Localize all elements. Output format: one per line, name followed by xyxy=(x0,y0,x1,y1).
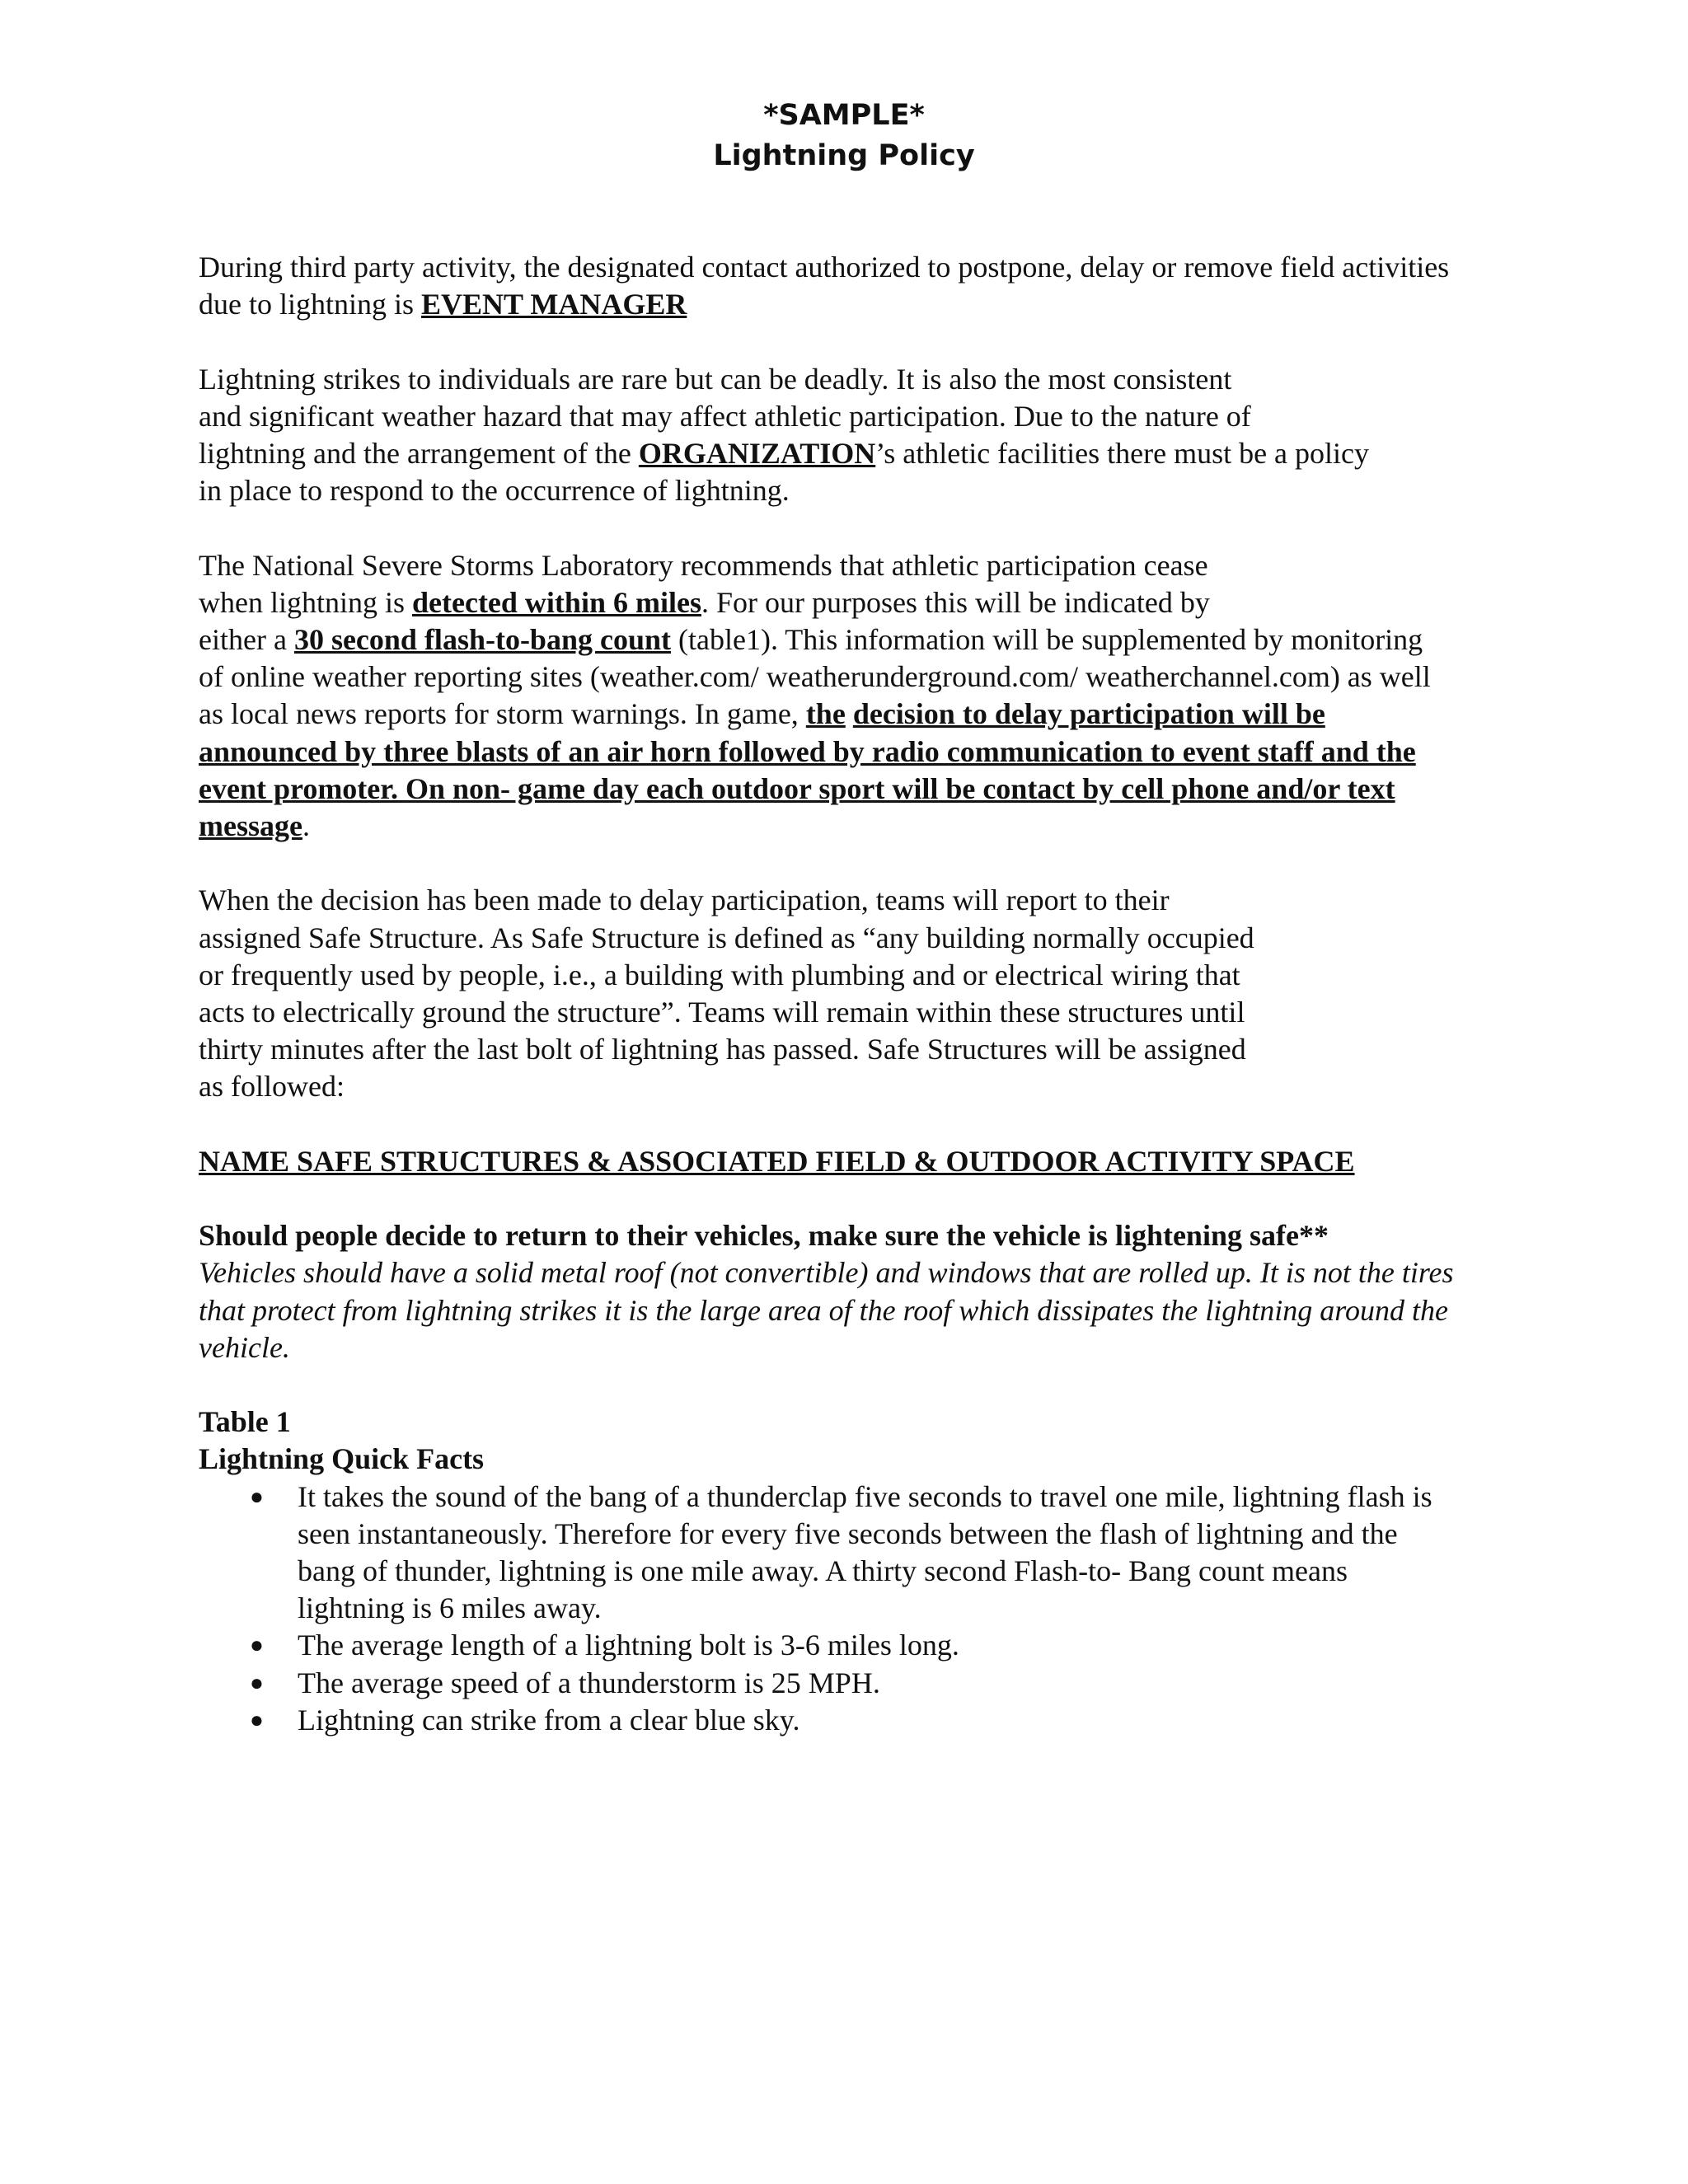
text-line-italic: that protect from lightning strikes it is the large area of the roof which dissipates the lightning around the xyxy=(199,1293,1448,1327)
paragraph-nssl-recommendation xyxy=(199,547,1517,846)
text-line: The average length of a lightning bolt is 3-6 miles long. xyxy=(298,1629,959,1662)
text-line: assigned Safe Structure. As Safe Structure is defined as “any building normally occupied xyxy=(199,921,1254,954)
text-line xyxy=(199,286,1517,323)
text-line: It takes the sound of the bang of a thunderclap five seconds to travel one mile, lightning flash is xyxy=(298,1479,1432,1513)
text-line: Lightning can strike from a clear blue sky. xyxy=(298,1703,800,1736)
text-line: seen instantaneously. Therefore for every five seconds between the flash of lightning and the xyxy=(298,1516,1398,1550)
text-line: During third party activity, the designated contact authorized to postpone, delay or remove field activities xyxy=(199,251,1450,284)
text-run: (table1). This information will be supplemented by monitoring xyxy=(671,623,1423,656)
list-item xyxy=(199,1479,1517,1628)
heading-text: NAME SAFE STRUCTURES & ASSOCIATED FIELD & OUTDOOR ACTIVITY SPACE xyxy=(199,1144,1355,1178)
paragraph-designated-contact xyxy=(199,249,1517,323)
paragraph-gap xyxy=(199,323,1517,360)
emphasis-run: the xyxy=(805,697,846,731)
paragraph-lightning-hazard xyxy=(199,361,1517,510)
paragraph-gap xyxy=(199,1366,1517,1404)
text-line xyxy=(199,696,1517,733)
quick-facts-list xyxy=(199,1479,1517,1739)
text-run: as local news reports for storm warnings. In game, xyxy=(199,697,806,731)
text-run: either a xyxy=(199,623,294,656)
bullet-icon: ● xyxy=(250,1633,264,1659)
title-sample: *SAMPLE* xyxy=(763,99,925,132)
table-title: Lightning Quick Facts xyxy=(199,1442,485,1476)
emphasis-run: message xyxy=(199,809,302,843)
text-line: in place to respond to the occurrence of lightning. xyxy=(199,474,790,508)
text-line: The average speed of a thunderstorm is 25 MPH. xyxy=(298,1666,880,1699)
text-line-emphasis: event promoter. On non- game day each outdoor sport will be contact by cell phone and/or text xyxy=(199,771,1395,805)
paragraph-gap xyxy=(199,509,1517,546)
document-title xyxy=(0,96,1688,176)
text-line: When the decision has been made to delay participation, teams will report to their xyxy=(199,883,1170,917)
text-line: thirty minutes after the last bolt of lightning has passed. Safe Structures will be assigned xyxy=(199,1033,1246,1066)
paragraph-gap xyxy=(199,845,1517,882)
document-body xyxy=(199,249,1517,1739)
text-line: Lightning strikes to individuals are rare but can be deadly. It is also the most consistent xyxy=(199,362,1232,396)
bullet-icon: ● xyxy=(250,1670,264,1696)
text-run: due to lightning is xyxy=(199,288,421,321)
text-line xyxy=(199,621,1517,658)
paragraph-gap xyxy=(199,1180,1517,1217)
text-line xyxy=(199,808,1517,845)
text-run: . For our purposes this will be indicated by xyxy=(701,585,1210,619)
paragraph-safe-structure xyxy=(199,882,1517,1105)
text-line: of online weather reporting sites (weather.com/ weatherunderground.com/ weatherchannel.com) as well xyxy=(199,660,1431,694)
detection-distance-term: detected within 6 miles xyxy=(412,585,701,619)
text-line-emphasis: announced by three blasts of an air horn followed by radio communication to event staff and the xyxy=(199,734,1416,768)
text-line: bang of thunder, lightning is one mile away. A thirty second Flash-to- Bang count means xyxy=(298,1554,1348,1588)
list-item xyxy=(199,1665,1517,1702)
list-item xyxy=(199,1702,1517,1739)
table1-heading xyxy=(199,1404,1517,1478)
text-line-italic: Vehicles should have a solid metal roof (not convertible) and windows that are rolled up. It is not the tires xyxy=(199,1256,1454,1290)
text-run: . xyxy=(302,809,310,843)
text-run: lightning and the arrangement of the xyxy=(199,437,639,470)
text-line: lightning is 6 miles away. xyxy=(298,1591,602,1625)
text-line: as followed: xyxy=(199,1070,345,1104)
emphasis-run: decision to delay participation will be xyxy=(852,697,1325,731)
table-label: Table 1 xyxy=(199,1405,291,1439)
text-run: ’s athletic facilities there must be a policy xyxy=(875,437,1370,470)
text-line: or frequently used by people, i.e., a building with plumbing and or electrical wiring that xyxy=(199,958,1240,991)
text-line: The National Severe Storms Laboratory recommends that athletic participation cease xyxy=(199,548,1208,582)
title-lightning-policy: Lightning Policy xyxy=(713,139,975,172)
paragraph-vehicle-safety xyxy=(199,1217,1517,1366)
text-line xyxy=(199,584,1517,621)
bullet-icon: ● xyxy=(250,1483,264,1510)
safe-structures-heading xyxy=(199,1143,1517,1180)
text-line: acts to electrically ground the structure”. Teams will remain within these structures until xyxy=(199,996,1245,1029)
vehicle-heading: Should people decide to return to their vehicles, make sure the vehicle is lightening safe** xyxy=(199,1219,1329,1253)
paragraph-gap xyxy=(199,1106,1517,1143)
event-manager-term: EVENT MANAGER xyxy=(421,288,687,321)
text-line xyxy=(199,435,1517,472)
bullet-icon: ● xyxy=(250,1707,264,1733)
list-item xyxy=(199,1627,1517,1664)
organization-term: ORGANIZATION xyxy=(638,437,876,470)
text-line: and significant weather hazard that may affect athletic participation. Due to the nature of xyxy=(199,399,1251,433)
flash-to-bang-term: 30 second flash-to-bang count xyxy=(293,623,671,656)
text-line-italic: vehicle. xyxy=(199,1330,290,1364)
text-run: when lightning is xyxy=(199,585,412,619)
